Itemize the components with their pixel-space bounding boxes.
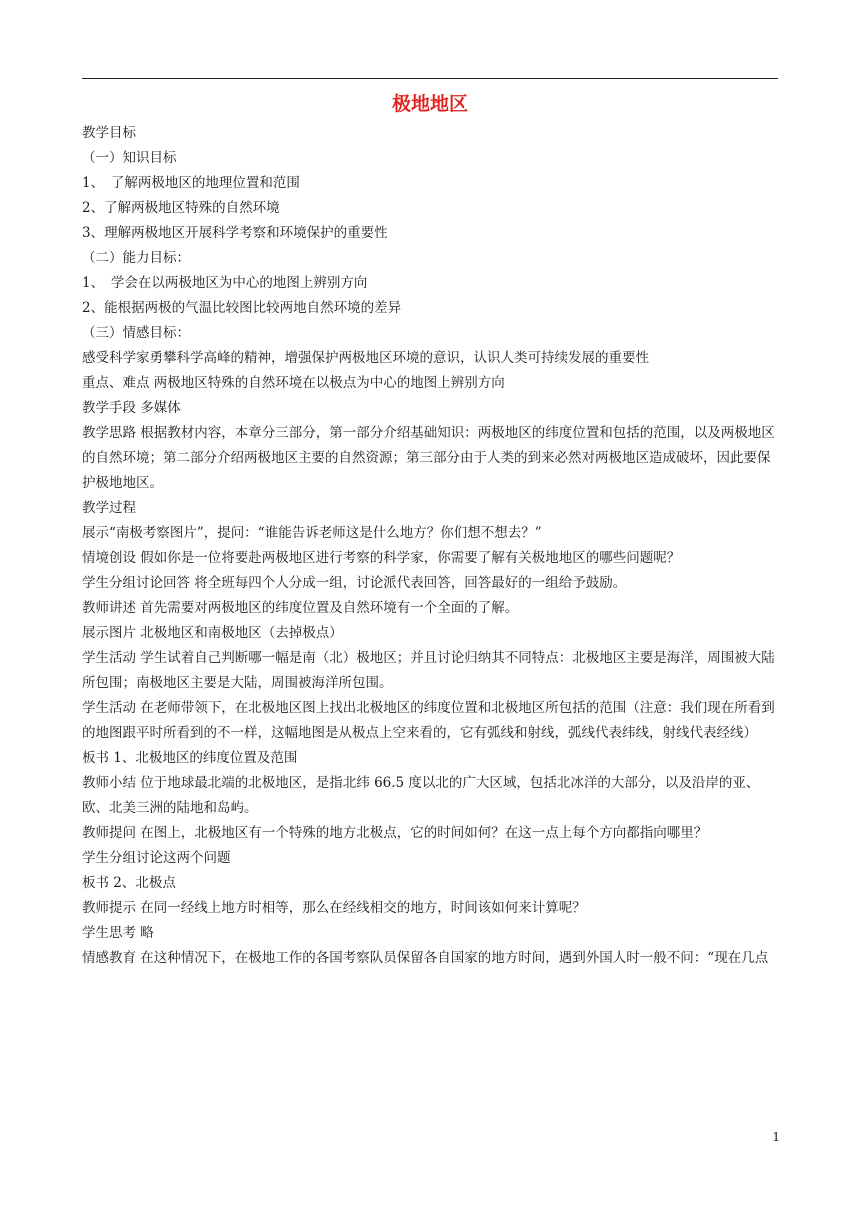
paragraph: 教师小结 位于地球最北端的北极地区，是指北纬 66.5 度以北的广大区域，包括北冰洋的大部分，以及沿岸的亚、欧、北美三洲的陆地和岛屿。 <box>82 775 760 816</box>
paragraph: 学生分组讨论回答 将全班每四个人分成一组，讨论派代表回答，回答最好的一组给予鼓励。 <box>82 575 627 591</box>
paragraph: 教学目标 <box>82 125 136 141</box>
paragraph: 教学思路 根据教材内容，本章分三部分，第一部分介绍基础知识：两极地区的纬度位置和包括的范围，以及两极地区的自然环境；第二部分介绍两极地区主要的自然资源；第三部分由于人类的到来必然对两极地区造成破坏，因此要保护极地地区。 <box>82 425 775 491</box>
paragraph: 2、了解两极地区特殊的自然环境 <box>82 200 280 216</box>
paragraph: 学生分组讨论这两个问题 <box>82 850 231 866</box>
paragraph: 展示“南极考察图片”，提问：“谁能告诉老师这是什么地方？你们想不想去？” <box>82 525 542 541</box>
paragraph: 展示图片 北极地区和南极地区（去掉极点） <box>82 625 343 641</box>
paragraph: 教师提示 在同一经线上地方时相等，那么在经线相交的地方，时间该如何来计算呢？ <box>82 900 586 916</box>
paragraph: 板书 1、北极地区的纬度位置及范围 <box>82 750 298 766</box>
paragraph: 1、 学会在以两极地区为中心的地图上辨别方向 <box>82 275 368 291</box>
paragraph: 3、理解两极地区开展科学考察和环境保护的重要性 <box>82 225 388 241</box>
paragraph: （一）知识目标 <box>82 150 177 166</box>
paragraph: 重点、难点 两极地区特殊的自然环境在以极点为中心的地图上辨别方向 <box>82 375 505 391</box>
paragraph: 学生活动 在老师带领下，在北极地区图上找出北极地区的纬度位置和北极地区所包括的范围（注意：我们现在所看到的地图跟平时所看到的不一样，这幅地图是从极点上空来看的，它有弧线和射线，弧线代表纬线，射线代表经线） <box>82 700 775 741</box>
paragraph: 板书 2、北极点 <box>82 875 176 891</box>
paragraph: 教学过程 <box>82 500 136 516</box>
page-number: 1 <box>772 1130 780 1144</box>
document-title: 极地地区 <box>391 93 468 115</box>
paragraph: 教学手段 多媒体 <box>82 400 181 416</box>
document-body <box>82 121 780 971</box>
paragraph: 教师提问 在图上，北极地区有一个特殊的地方北极点，它的时间如何？在这一点上每个方向都指向哪里？ <box>82 825 708 841</box>
paragraph: （二）能力目标： <box>82 250 190 266</box>
paragraph: 感受科学家勇攀科学高峰的精神，增强保护两极地区环境的意识，认识人类可持续发展的重要性 <box>82 350 649 366</box>
paragraph: 教师讲述 首先需要对两极地区的纬度位置及自然环境有一个全面的了解。 <box>82 600 519 616</box>
paragraph: 学生活动 学生试着自己判断哪一幅是南（北）极地区；并且讨论归纳其不同特点：北极地区主要是海洋，周围被大陆所包围；南极地区主要是大陆，周围被海洋所包围。 <box>82 650 775 691</box>
paragraph: （三）情感目标： <box>82 325 190 341</box>
paragraph: 2、能根据两极的气温比较图比较两地自然环境的差异 <box>82 300 402 316</box>
paragraph: 情境创设 假如你是一位将要赴两极地区进行考察的科学家，你需要了解有关极地地区的哪些问题呢？ <box>82 550 681 566</box>
paragraph: 1、 了解两极地区的地理位置和范围 <box>82 175 300 191</box>
paragraph: 情感教育 在这种情况下，在极地工作的各国考察队员保留各自国家的地方时间，遇到外国人时一般不问：“现在几点 <box>82 950 769 966</box>
header-rule <box>82 78 778 79</box>
paragraph: 学生思考 略 <box>82 925 154 941</box>
